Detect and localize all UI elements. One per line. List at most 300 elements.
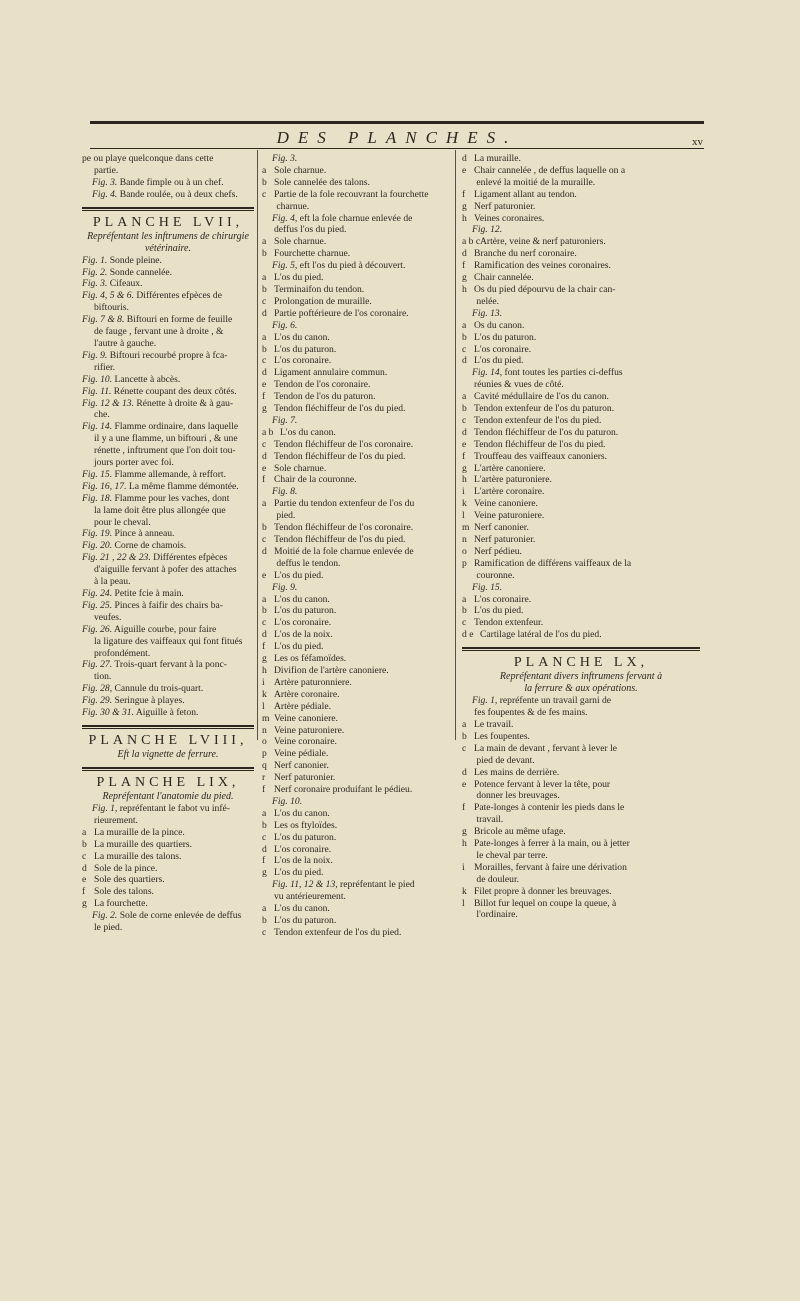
- figure-ref: Fig. 7 & 8.: [82, 314, 125, 326]
- legend-label: a: [462, 319, 467, 331]
- legend-label: e: [462, 778, 467, 790]
- legend-label: c: [262, 355, 267, 367]
- legend-label: d: [462, 426, 467, 438]
- figure-entry: Fig. 2. Sole de corne enlevée de deffus: [92, 910, 242, 922]
- legend-label: f: [262, 641, 266, 653]
- legend-entry: f L'os du pied.: [262, 641, 324, 653]
- legend-label: d: [262, 545, 267, 557]
- legend-entry: donner les breuvages.: [474, 790, 560, 802]
- figure-entry: Fig. 15. Flamme allemande, à reffort.: [82, 468, 226, 480]
- legend-label: h: [462, 474, 467, 486]
- figure-entry: veufes.: [94, 611, 122, 623]
- figure-ref: Fig. 5,: [272, 260, 298, 272]
- legend-entry: i L'artère coronaire.: [462, 486, 545, 498]
- legend-label: i: [462, 861, 465, 873]
- legend-label: e: [262, 379, 267, 391]
- legend-label: k: [262, 688, 267, 700]
- figure-entry: Fig. 1, repréfente un travail garni de: [472, 695, 612, 707]
- legend-entry: pied.: [274, 510, 296, 522]
- plate-subtitle: Repréfentant divers inftrumens fervant à: [499, 671, 663, 683]
- plate-rule: [462, 647, 700, 649]
- legend-label: c: [462, 343, 467, 355]
- legend-label: d: [462, 355, 467, 367]
- figure-entry: che.: [94, 409, 110, 421]
- page-number: xv: [692, 136, 703, 148]
- figure-ref: Fig. 14.: [82, 421, 113, 433]
- legend-entry: f Sole des talons.: [82, 886, 154, 898]
- legend-entry: d L'os de la noix.: [262, 629, 333, 641]
- figure-ref: Fig. 25.: [82, 599, 113, 611]
- legend-label: e: [262, 569, 267, 581]
- figure-ref: Fig. 10.: [82, 373, 113, 385]
- legend-label: g: [262, 403, 267, 415]
- legend-label: d: [262, 307, 267, 319]
- legend-label: g: [462, 272, 467, 284]
- legend-label: a: [262, 236, 267, 248]
- legend-entry: b La muraille des quartiers.: [82, 838, 193, 850]
- figure-heading: réunies & vues de côté.: [474, 379, 564, 391]
- legend-label: e: [262, 462, 267, 474]
- legend-entry: c Tendon extenfeur de l'os du pied.: [262, 926, 402, 938]
- plate-rule-thin: [82, 728, 254, 729]
- figure-entry: Fig. 30 & 31. Aiguille à feton.: [82, 707, 199, 719]
- plate-rule: [82, 725, 254, 727]
- figure-ref: Fig. 26.: [82, 623, 113, 635]
- figure-ref: Fig. 14,: [472, 367, 503, 379]
- figure-ref: Fig. 24.: [82, 588, 113, 599]
- figure-ref: Fig. 11.: [82, 385, 112, 397]
- legend-label: g: [262, 653, 267, 665]
- figure-heading: Fig. 4, eft la fole charnue enlevée de: [272, 212, 413, 224]
- figure-ref: Fig. 6.: [272, 319, 298, 331]
- legend-entry: g Les os féfamoïdes.: [262, 653, 347, 665]
- legend-entry: g L'os du pied.: [262, 867, 324, 879]
- legend-label: f: [82, 886, 86, 898]
- legend-entry: d Tendon fléchiffeur de l'os du paturon.: [462, 426, 619, 438]
- figure-ref: Fig. 4, 5 & 6.: [82, 290, 134, 302]
- figure-ref: Fig. 1,: [92, 802, 118, 814]
- legend-entry: f L'os de la noix.: [262, 855, 333, 867]
- legend-label: f: [462, 188, 466, 200]
- legend-entry: couronne.: [474, 569, 515, 581]
- column-divider: [455, 150, 456, 740]
- legend-label: d: [462, 153, 467, 164]
- legend-entry: e Potence fervant à lever la tête, pour: [462, 778, 611, 790]
- legend-label: a: [262, 807, 267, 819]
- legend-label: a: [462, 391, 467, 403]
- legend-label: b: [462, 403, 467, 415]
- figure-entry: Fig. 4. Bande roulée, ou à deux chefs.: [92, 188, 238, 200]
- legend-label: b: [462, 331, 467, 343]
- legend-entry: d La muraille.: [462, 153, 521, 164]
- figure-entry: Fig. 25. Pinces à faifir des chairs ba-: [82, 599, 223, 611]
- legend-entry: e Chair cannelée , de deffus laquelle on a: [462, 164, 626, 176]
- legend-label: q: [262, 760, 267, 772]
- legend-entry: l Artère pédiale.: [262, 700, 331, 712]
- legend-label: g: [462, 200, 467, 212]
- legend-label: b: [462, 730, 467, 742]
- legend-entry: e Sole charnue.: [262, 462, 327, 474]
- legend-entry: q Nerf canonier.: [262, 760, 329, 772]
- legend-entry: a Os du canon.: [462, 319, 525, 331]
- legend-label: l: [262, 700, 265, 712]
- legend-entry: b Tendon fléchiffeur de l'os coronaire.: [262, 522, 414, 534]
- plate-rule-thin: [82, 210, 254, 211]
- legend-entry: deffus le tendon.: [274, 557, 341, 569]
- legend-label: a: [262, 593, 267, 605]
- legend-entry: r Nerf paturonier.: [262, 772, 336, 784]
- figure-ref: Fig. 18.: [82, 492, 113, 504]
- figure-entry: il y a une flamme, un biftouri , & une: [94, 433, 238, 445]
- figure-entry: la lame doit être plus allongée que: [94, 504, 226, 516]
- text-line: partie.: [94, 164, 119, 176]
- legend-entry: o Nerf pédieu.: [462, 545, 522, 557]
- figure-ref: Fig. 4.: [92, 188, 118, 200]
- figure-entry: jours porter avec foi.: [94, 457, 174, 469]
- legend-entry: l Veine paturoniere.: [462, 510, 545, 522]
- legend-label: h: [262, 664, 267, 676]
- legend-label: a: [262, 903, 267, 915]
- legend-label: m: [462, 522, 470, 534]
- legend-label: b: [262, 915, 267, 926]
- legend-entry: e L'os du pied.: [262, 569, 324, 581]
- running-head: DES PLANCHES.: [276, 128, 518, 147]
- legend-entry: b L'os du paturon.: [262, 915, 337, 926]
- legend-entry: b L'os du paturon.: [262, 605, 337, 617]
- figure-ref: Fig. 15.: [472, 581, 503, 593]
- legend-label: c: [262, 617, 267, 629]
- legend-entry: p Ramification de différens vaiffeaux de la: [462, 557, 632, 569]
- legend-label: b: [262, 283, 267, 295]
- legend-label: c: [462, 617, 467, 629]
- figure-entry: le pied.: [94, 922, 123, 934]
- legend-entry: b Les os ftyloïdes.: [262, 819, 338, 831]
- legend-entry: b Les foupentes.: [462, 730, 530, 742]
- legend-entry: c Tendon extenfeur.: [462, 617, 544, 629]
- figure-ref: Fig. 1,: [472, 695, 498, 707]
- legend-label: g: [262, 867, 267, 879]
- legend-label: a: [262, 272, 267, 284]
- figure-entry: Fig. 2. Sonde cannelée.: [82, 266, 173, 278]
- legend-entry: c L'os coronaire.: [462, 343, 532, 355]
- legend-entry: h Divifion de l'artère canoniere.: [262, 664, 389, 676]
- legend-label: p: [262, 748, 267, 760]
- legend-entry: f Chair de la couronne.: [262, 474, 357, 486]
- legend-entry: f Tendon de l'os du paturon.: [262, 391, 376, 403]
- legend-entry: k Filet propre à donner les breuvages.: [462, 885, 612, 897]
- legend-entry: a La muraille de la pince.: [82, 826, 185, 838]
- legend-label: h: [462, 212, 467, 224]
- figure-entry: Fig. 9. Biftouri recourbé propre à fca-: [82, 349, 228, 361]
- legend-entry: c Tendon fléchiffeur de l'os du pied.: [262, 534, 406, 545]
- figure-ref: Fig. 9.: [82, 349, 108, 361]
- figure-ref: Fig. 21 , 22 & 23.: [82, 552, 151, 564]
- legend-entry: i Morailles, fervant à faire une dérivation: [462, 861, 627, 873]
- legend-entry: l Billot fur lequel on coupe la queue, à: [462, 897, 617, 909]
- figure-heading: deffus l'os du pied.: [274, 224, 347, 236]
- figure-ref: Fig. 27.: [82, 659, 113, 671]
- legend-entry: i Artère paturonniere.: [262, 676, 352, 688]
- figure-entry: pour le cheval.: [94, 516, 151, 528]
- legend-entry: e Tendon de l'os coronaire.: [262, 379, 371, 391]
- legend-label: e: [462, 164, 467, 176]
- legend-entry: b Tendon extenfeur de l'os du paturon.: [462, 403, 615, 415]
- legend-entry: a b L'os du canon.: [262, 426, 336, 438]
- legend-entry: c Partie de la fole recouvrant la fourchette: [262, 188, 429, 200]
- legend-entry: d Tendon fléchiffeur de l'os du pied.: [262, 450, 406, 462]
- figure-entry: biftouris.: [94, 302, 129, 314]
- legend-entry: b L'os du paturon.: [462, 331, 537, 343]
- legend-entry: h Pate-longes à ferrer à la main, ou à jetter: [462, 838, 630, 850]
- legend-entry: a Partie du tendon extenfeur de l'os du: [262, 498, 415, 510]
- legend-label: f: [462, 802, 466, 814]
- legend-label: b: [262, 176, 267, 188]
- legend-label: o: [462, 545, 467, 557]
- legend-label: f: [262, 474, 266, 486]
- plate-subtitle: Eft la vignette de ferrure.: [117, 748, 219, 760]
- legend-entry: m Nerf canonier.: [462, 522, 529, 534]
- figure-entry: Fig. 24. Petite fcie à main.: [82, 588, 184, 599]
- legend-label: g: [462, 462, 467, 474]
- figure-heading: Fig. 11, 12 & 13, repréfentant le pied: [272, 879, 415, 891]
- legend-entry: h Veines coronaires.: [462, 212, 545, 224]
- legend-label: b: [462, 605, 467, 617]
- legend-label: d: [462, 766, 467, 778]
- legend-entry: c Tendon fléchiffeur de l'os coronaire.: [262, 438, 414, 450]
- legend-label: a b: [262, 426, 274, 438]
- figure-ref: Fig. 4,: [272, 212, 298, 224]
- legend-label: g: [82, 898, 87, 910]
- legend-label: c: [462, 414, 467, 426]
- legend-label: f: [262, 855, 266, 867]
- legend-entry: a Sole charnue.: [262, 236, 327, 248]
- legend-label: c: [82, 850, 87, 862]
- legend-entry: b Sole cannelée des talons.: [262, 176, 370, 188]
- legend-label: c: [462, 742, 467, 754]
- legend-entry: e Tendon fléchiffeur de l'os du pied.: [462, 438, 606, 450]
- figure-entry: à la peau.: [94, 576, 131, 588]
- legend-label: b: [262, 605, 267, 617]
- legend-entry: a Le travail.: [462, 718, 514, 730]
- figure-entry: rénette , inftrument que l'on doit tou-: [94, 445, 236, 457]
- legend-entry: a Cavité médullaire de l'os du canon.: [462, 391, 609, 403]
- legend-entry: pied de devant.: [474, 754, 535, 766]
- legend-label: b: [262, 819, 267, 831]
- figure-ref: Fig. 11, 12 & 13,: [272, 879, 338, 891]
- legend-entry: b Terminaifon du tendon.: [262, 283, 365, 295]
- legend-label: d: [262, 843, 267, 855]
- legend-entry: n Nerf paturonier.: [462, 534, 536, 545]
- plate-rule: [82, 767, 254, 769]
- figure-ref: Fig. 3.: [82, 278, 108, 290]
- legend-entry: d e Cartilage latéral de l'os du pied.: [462, 629, 602, 641]
- legend-label: f: [462, 450, 466, 462]
- legend-label: e: [82, 874, 87, 886]
- figure-entry: Fig. 20. Corne de chamois.: [82, 540, 187, 552]
- legend-label: f: [262, 784, 266, 796]
- legend-label: c: [262, 831, 267, 843]
- header-rule: [90, 121, 704, 124]
- legend-entry: d L'os du pied.: [462, 355, 524, 367]
- legend-entry: h Os du pied dépourvu de la chair can-: [462, 283, 616, 295]
- legend-entry: c Tendon extenfeur de l'os du pied.: [462, 414, 602, 426]
- figure-ref: Fig. 15.: [82, 468, 113, 480]
- figure-ref: Fig. 3.: [272, 153, 298, 164]
- figure-entry: d'aiguille fervant à pofer des attaches: [94, 564, 237, 576]
- figure-entry: Fig. 3. Cifeaux.: [82, 278, 143, 290]
- legend-entry: c Prolongation de muraille.: [262, 295, 372, 307]
- legend-entry: k Artère coronaire.: [262, 688, 340, 700]
- figure-ref: Fig. 13.: [472, 307, 503, 319]
- legend-entry: a L'os du pied.: [262, 272, 324, 284]
- legend-entry: c L'os coronaire.: [262, 355, 332, 367]
- figure-entry: Fig. 1, repréfentant le fabot vu infé-: [92, 802, 230, 814]
- legend-entry: f Pate-longes à contenir les pieds dans le: [462, 802, 625, 814]
- figure-entry: Fig. 7 & 8. Biftouri en forme de feuille: [82, 314, 233, 326]
- legend-entry: a L'os du canon.: [262, 903, 330, 915]
- legend-entry: a L'os du canon.: [262, 331, 330, 343]
- figure-ref: Fig. 7.: [272, 414, 298, 426]
- figure-entry: rieurement.: [94, 814, 138, 826]
- legend-entry: nelée.: [474, 295, 500, 307]
- figure-entry: Fig. 3. Bande fimple ou à un chef.: [92, 176, 224, 188]
- right-column: [462, 153, 700, 921]
- legend-label: a: [462, 593, 467, 605]
- legend-label: a: [262, 498, 267, 510]
- header-rule-thin: [90, 148, 704, 149]
- legend-entry: f Ramification des veines coronaires.: [462, 260, 611, 272]
- plate-rule-thin: [82, 770, 254, 771]
- legend-entry: d Moitié de la fole charnue enlevée de: [262, 545, 414, 557]
- legend-label: d: [82, 862, 87, 874]
- figure-ref: Fig. 2.: [92, 910, 118, 922]
- legend-label: l: [462, 510, 465, 522]
- figure-entry: de fauge , fervant une à droite , &: [94, 326, 224, 338]
- legend-label: f: [262, 391, 266, 403]
- legend-label: b: [262, 248, 267, 260]
- figure-ref: Fig. 3.: [92, 176, 118, 188]
- left-column: [82, 153, 254, 934]
- legend-entry: g Chair cannelée.: [462, 272, 534, 284]
- figure-entry: Fig. 26. Aiguille courbe, pour faire: [82, 623, 217, 635]
- legend-label: a b c: [462, 236, 481, 248]
- legend-label: n: [462, 534, 467, 545]
- legend-entry: g Bricole au même ufage.: [462, 826, 566, 838]
- legend-entry: l'ordinaire.: [474, 909, 518, 921]
- figure-entry: l'autre à gauche.: [94, 337, 157, 349]
- legend-entry: c La muraille des talons.: [82, 850, 182, 862]
- legend-label: c: [262, 438, 267, 450]
- figure-entry: fes foupentes & de fes mains.: [474, 707, 588, 719]
- legend-label: d e: [462, 629, 474, 641]
- figure-ref: Fig. 12 & 13.: [82, 397, 134, 409]
- legend-entry: p Veine pédiale.: [262, 748, 329, 760]
- legend-entry: b Fourchette charnue.: [262, 248, 351, 260]
- legend-label: c: [262, 534, 267, 545]
- figure-ref: Fig. 19.: [82, 528, 113, 540]
- figure-ref: Fig. 8.: [272, 486, 298, 498]
- figure-ref: Fig. 9.: [272, 581, 298, 593]
- figure-ref: Fig. 10.: [272, 795, 303, 807]
- legend-entry: o Veine coronaire.: [262, 736, 337, 748]
- legend-entry: m Veine canoniere.: [262, 712, 338, 724]
- legend-label: d: [262, 629, 267, 641]
- legend-entry: d Branche du nerf coronaire.: [462, 248, 577, 260]
- legend-label: l: [462, 897, 465, 909]
- legend-entry: a L'os du canon.: [262, 593, 330, 605]
- legend-entry: le cheval par terre.: [474, 849, 548, 861]
- legend-entry: enlevé la moitié de la muraille.: [474, 176, 596, 188]
- figure-ref: Fig. 29.: [82, 695, 113, 707]
- legend-label: a: [262, 331, 267, 343]
- figure-entry: Fig. 1. Sonde pleine.: [82, 254, 162, 266]
- figure-entry: profondément.: [94, 647, 151, 659]
- figure-entry: la ligature des vaiffeaux qui font fitués: [94, 635, 243, 647]
- legend-label: p: [462, 557, 467, 569]
- plate-rule: [82, 207, 254, 209]
- middle-column: [262, 153, 452, 939]
- legend-label: b: [82, 838, 87, 850]
- legend-label: h: [462, 283, 467, 295]
- plate-title: PLANCHE LVII,: [92, 214, 244, 230]
- legend-entry: k Veine canoniere.: [462, 498, 538, 510]
- legend-entry: a L'os du canon.: [262, 807, 330, 819]
- legend-entry: c L'os du paturon.: [262, 831, 337, 843]
- legend-entry: d Les mains de derrière.: [462, 766, 560, 778]
- plate-subtitle: Repréfentant l'anatomie du pied.: [102, 790, 234, 802]
- figure-entry: rifier.: [94, 361, 116, 373]
- figure-entry: Fig. 18. Flamme pour les vaches, dont: [82, 492, 230, 504]
- legend-label: i: [262, 676, 265, 688]
- legend-entry: b L'os du paturon.: [262, 343, 337, 355]
- legend-entry: c La main de devant , fervant à lever le: [462, 742, 618, 754]
- figure-entry: Fig. 12 & 13. Rénette à droite & à gau-: [82, 397, 234, 409]
- legend-entry: d L'os coronaire.: [262, 843, 332, 855]
- legend-label: o: [262, 736, 267, 748]
- plate-rule-thin: [462, 650, 700, 651]
- figure-ref: Fig. 2.: [82, 266, 108, 278]
- figure-entry: Fig. 10. Lancette à abcès.: [82, 373, 181, 385]
- legend-label: a: [462, 718, 467, 730]
- legend-entry: f Ligament allant au tendon.: [462, 188, 577, 200]
- text-line: pe ou playe quelconque dans cette: [82, 153, 214, 164]
- figure-entry: Fig. 28, Cannule du trois-quart.: [82, 683, 204, 695]
- legend-entry: g L'artère canoniere.: [462, 462, 546, 474]
- legend-entry: g Tendon fléchiffeur de l'os du pied.: [262, 403, 406, 415]
- plate-subtitle: Repréfentant les inftrumens de chirurgie: [87, 230, 249, 242]
- legend-label: k: [462, 498, 467, 510]
- column-divider: [257, 150, 258, 740]
- legend-label: b: [262, 343, 267, 355]
- legend-entry: a b cArtère, veine & nerf paturoniers.: [462, 236, 606, 248]
- plate-subtitle: vétérinaire.: [144, 242, 191, 254]
- legend-label: b: [262, 522, 267, 534]
- legend-entry: g Nerf paturonier.: [462, 200, 536, 212]
- legend-label: a: [82, 826, 87, 838]
- legend-label: a: [262, 164, 267, 176]
- figure-heading: Fig. 14, font toutes les parties ci-deffus: [472, 367, 623, 379]
- legend-label: c: [262, 926, 267, 938]
- figure-entry: Fig. 16, 17. La même flamme démontée.: [82, 480, 239, 492]
- legend-entry: g La fourchette.: [82, 898, 148, 910]
- legend-label: e: [462, 438, 467, 450]
- figure-ref: Fig. 1.: [82, 254, 108, 266]
- legend-label: f: [462, 260, 466, 272]
- legend-entry: a Sole charnue.: [262, 164, 327, 176]
- legend-entry: de douleur.: [474, 873, 520, 885]
- figure-entry: tion.: [94, 671, 112, 683]
- figure-ref: Fig. 28,: [82, 683, 113, 695]
